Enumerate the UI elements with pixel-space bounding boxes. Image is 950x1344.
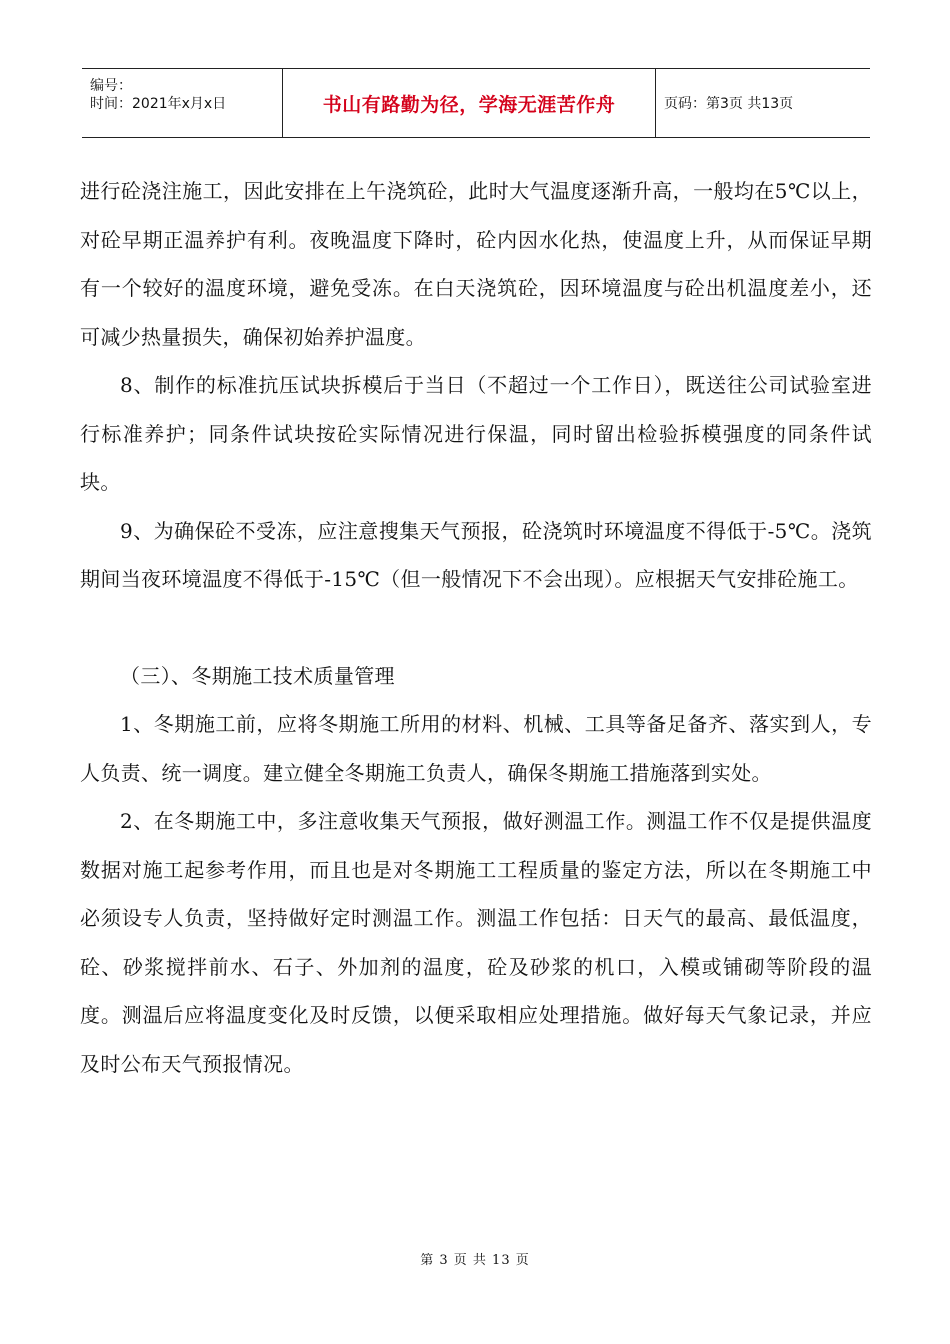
paragraph: 9、为确保砼不受冻，应注意搜集天气预报，砼浇筑时环境温度不得低于-5℃。浇筑期间当夜环境温度不得低于-15℃（但一般情况下不会出现）。应根据天气安排砼施工。: [80, 518, 872, 591]
doc-number-label: 编号：: [90, 78, 132, 94]
paragraph: 2、在冬期施工中，多注意收集天气预报，做好测温工作。测温工作不仅是提供温度数据对施工起参考作用，而且也是对冬期施工工程质量的鉴定方法，所以在冬期施工中必须设专人负责，坚持做好定时测温工作。测温工作包括：日天气的最高、最低温度，砼、砂浆搅拌前水、石子、外加剂的温度，砼及砂浆的机口，入模或铺砌等阶段的温度。测温后应将温度变化及时反馈，以便采取相应处理措施。做好每天气象记录，并应及时公布天气预报情况。: [80, 809, 872, 1076]
blank-line: [80, 604, 872, 652]
document-body: [80, 167, 872, 1088]
header-motto-cell: [283, 69, 656, 137]
motto-text: 书山有路勤为径，学海无涯苦作舟: [322, 93, 616, 116]
date-label: 时间：2021年x月x日: [90, 96, 227, 112]
section-heading: （三）、冬期施工技术质量管理: [120, 663, 395, 688]
page-header: [82, 68, 870, 138]
page-number-label: 页码：第3页 共13页: [664, 96, 794, 112]
header-page-cell: [656, 69, 870, 137]
paragraph: 进行砼浇注施工，因此安排在上午浇筑砼，此时大气温度逐渐升高，一般均在5℃以上，对砼早期正温养护有利。夜晚温度下降时，砼内因水化热，使温度上升，从而保证早期有一个较好的温度环境，避免受冻。在白天浇筑砼，因环境温度与砼出机温度差小，还可减少热量损失，确保初始养护温度。: [80, 179, 872, 349]
page-footer: 第 3 页 共 13 页: [420, 1253, 530, 1268]
paragraph: 8、制作的标准抗压试块拆模后于当日（不超过一个工作日），既送往公司试验室进行标准养护；同条件试块按砼实际情况进行保温，同时留出检验拆模强度的同条件试块。: [80, 373, 872, 494]
paragraph: 1、冬期施工前，应将冬期施工所用的材料、机械、工具等备足备齐、落实到人，专人负责、统一调度。建立健全冬期施工负责人，确保冬期施工措施落到实处。: [80, 712, 872, 785]
header-meta-cell: [82, 69, 283, 137]
